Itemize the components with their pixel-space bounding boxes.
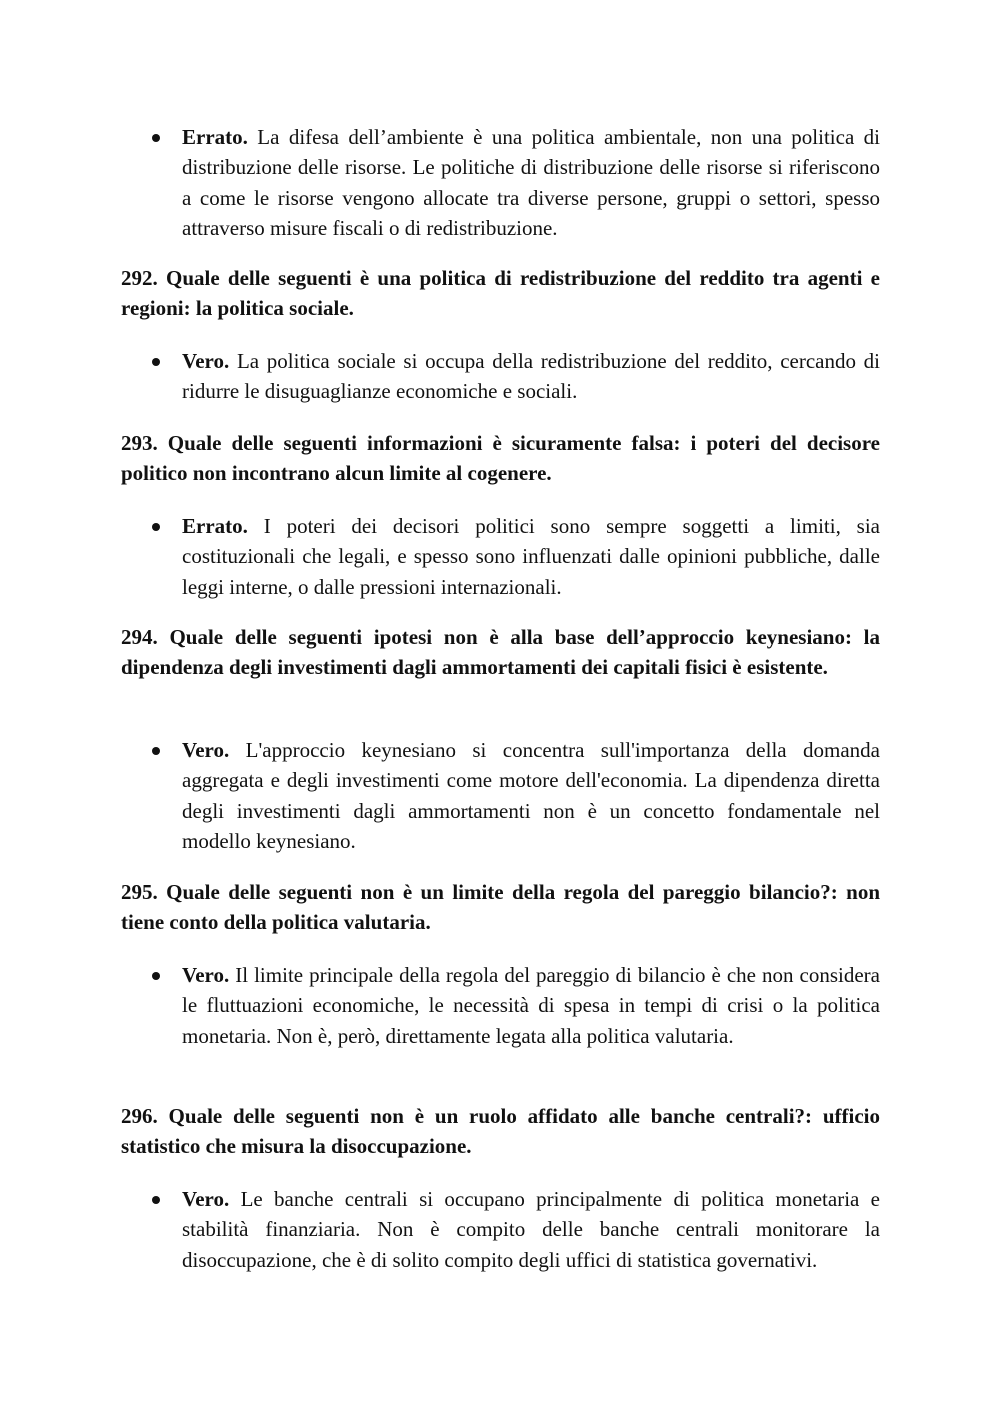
answer-item	[152, 960, 880, 1051]
answer-verdict: Errato.	[182, 125, 248, 149]
answer-text	[182, 1184, 880, 1275]
answer-explanation: I poteri dei decisori politici sono sempre soggetti a limiti, sia costituzionali che legali, e spesso sono influenzati dalle opinioni pubbliche, dalle leggi interne, o dalle pressioni internazionali.	[182, 514, 880, 599]
question-heading: 295. Quale delle seguenti non è un limite della regola del pareggio bilancio?: non tiene conto della politica valutaria.	[121, 880, 880, 935]
bullet-icon	[152, 523, 160, 531]
answer-text	[182, 346, 880, 407]
answer-verdict: Vero.	[182, 349, 230, 373]
answer-item	[152, 1184, 880, 1275]
answer-explanation: La politica sociale si occupa della redistribuzione del reddito, cercando di ridurre le disuguaglianze economiche e sociali.	[182, 349, 880, 404]
question-heading: 294. Quale delle seguenti ipotesi non è alla base dell’approccio keynesiano: la dipendenza degli investimenti dagli ammortamenti dei capitali fisici è esistente.	[121, 625, 880, 680]
answer-item	[152, 511, 880, 602]
bullet-icon	[152, 358, 160, 366]
bullet-icon	[152, 972, 160, 980]
question-heading: 293. Quale delle seguenti informazioni è sicuramente falsa: i poteri del decisore politico non incontrano alcun limite al cogenere.	[121, 431, 880, 486]
bullet-icon	[152, 747, 160, 755]
question-heading: 296. Quale delle seguenti non è un ruolo affidato alle banche centrali?: ufficio statistico che misura la disoccupazione.	[121, 1104, 880, 1159]
answer-explanation: Il limite principale della regola del pareggio di bilancio è che non considera le fluttuazioni economiche, le necessità di spesa in tempi di crisi o la politica monetaria. Non è, però, direttamente legata alla politica valutaria.	[182, 963, 880, 1048]
answer-item	[152, 346, 880, 407]
answer-text	[182, 735, 880, 857]
answer-text	[182, 122, 880, 244]
answer-item	[152, 735, 880, 857]
answer-verdict: Vero.	[182, 1187, 230, 1211]
answer-explanation: L'approccio keynesiano si concentra sull'importanza della domanda aggregata e degli investimenti come motore dell'economia. La dipendenza diretta degli investimenti dagli ammortamenti non è un concetto fondamentale nel modello keynesiano.	[182, 738, 880, 854]
answer-text	[182, 511, 880, 602]
question-heading: 292. Quale delle seguenti è una politica di redistribuzione del reddito tra agenti e regioni: la politica sociale.	[121, 266, 880, 321]
answer-text	[182, 960, 880, 1051]
answer-explanation: La difesa dell’ambiente è una politica ambientale, non una politica di distribuzione delle risorse. Le politiche di distribuzione delle risorse si riferiscono a come le risorse vengono allocate tra diverse persone, gruppi o settori, spesso attraverso misure fiscali o di redistribuzione.	[182, 125, 880, 241]
answer-verdict: Vero.	[182, 963, 230, 987]
answer-explanation: Le banche centrali si occupano principalmente di politica monetaria e stabilità finanziaria. Non è compito delle banche centrali monitorare la disoccupazione, che è di solito compito degli uffici di statistica governativi.	[182, 1187, 880, 1272]
answer-verdict: Vero.	[182, 738, 230, 762]
bullet-icon	[152, 1196, 160, 1204]
answer-item	[152, 122, 880, 244]
bullet-icon	[152, 134, 160, 142]
answer-verdict: Errato.	[182, 514, 248, 538]
